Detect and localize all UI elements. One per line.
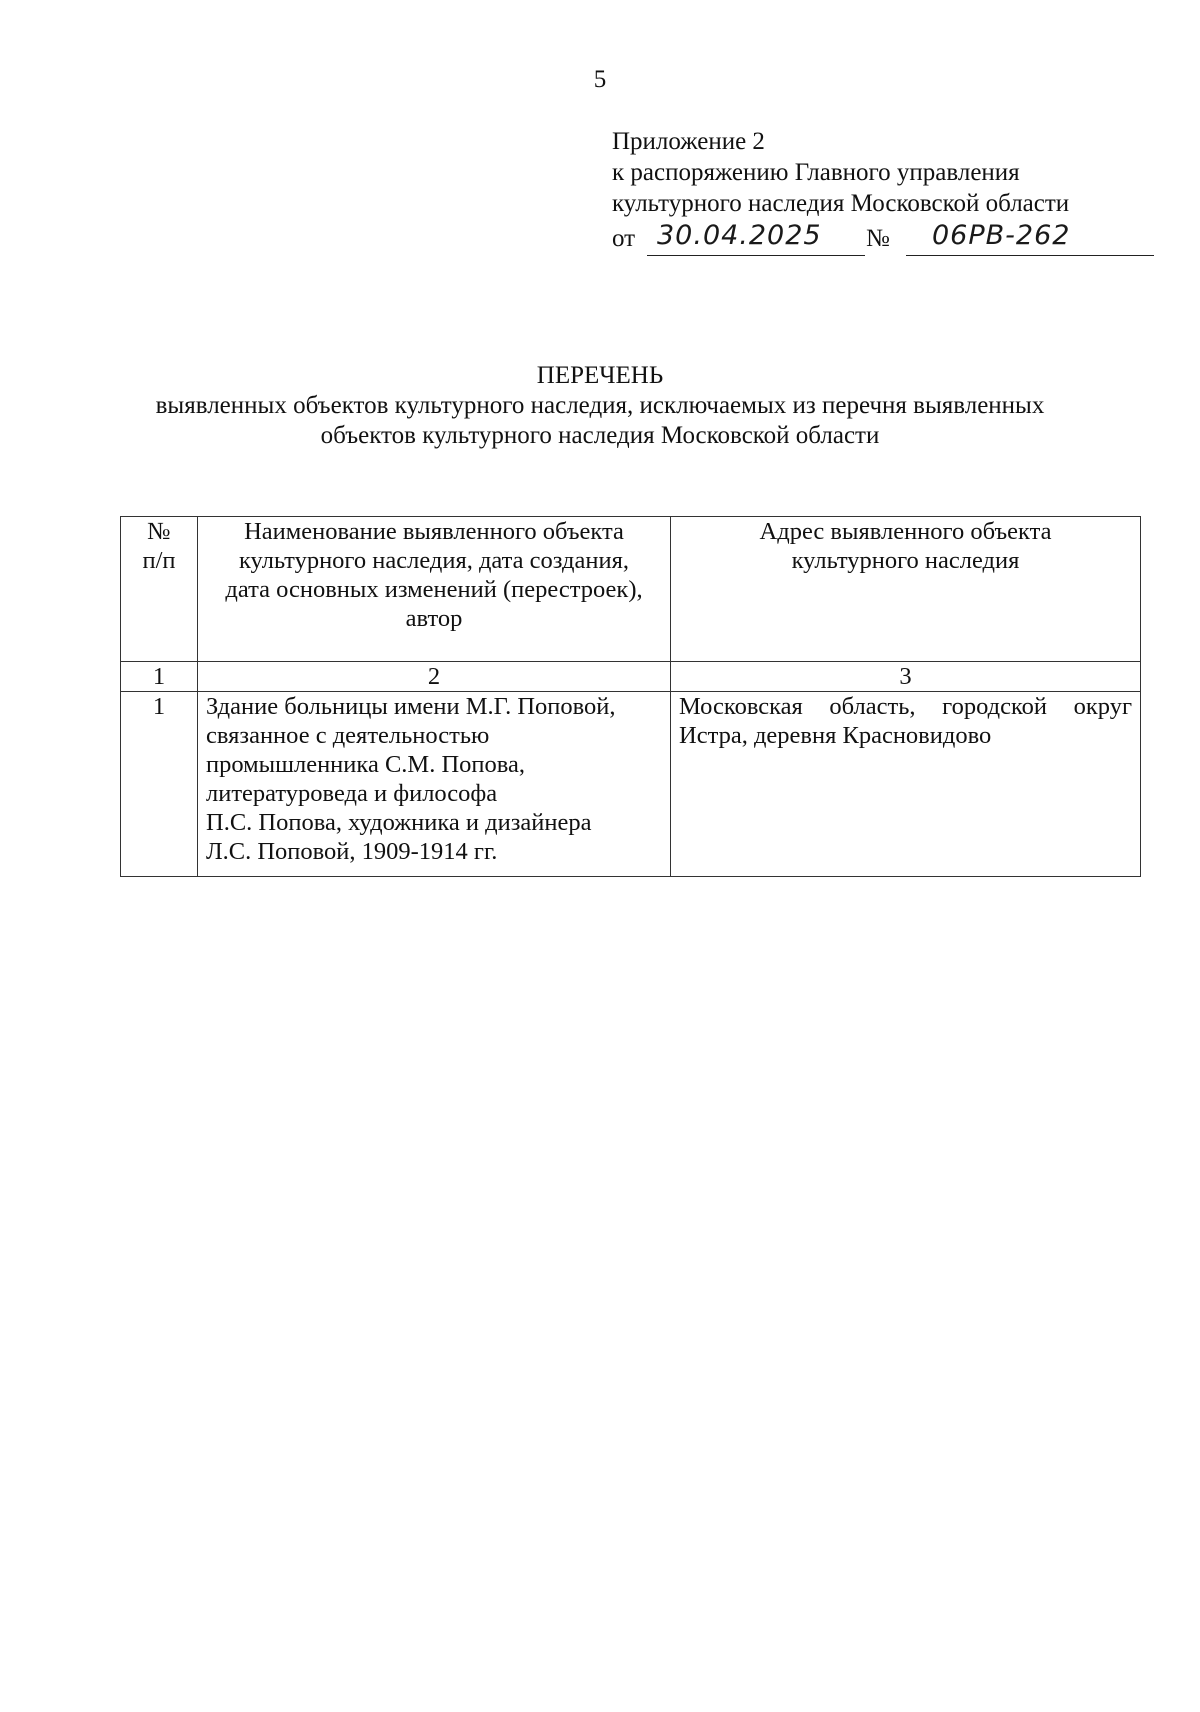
handwritten-date: 30.04.2025 (657, 220, 822, 251)
header-name-line: культурного наследия, дата создания, (238, 547, 629, 574)
header-name (198, 517, 671, 662)
header-address-line: культурного наследия (791, 547, 1020, 574)
object-address: Московская область, городской округ Истра, деревня Красновидово (671, 692, 1141, 877)
document-title: ПЕРЕЧЕНЬ (536, 362, 664, 389)
appendix-title: Приложение 2 (612, 128, 765, 155)
handwritten-number-field (906, 219, 1154, 256)
appendix-date-number-line (612, 219, 1069, 255)
row-number: 1 (121, 692, 198, 877)
header-name-line: Наименование выявленного объекта (244, 518, 624, 545)
table-row (121, 692, 1141, 877)
object-name (198, 692, 671, 877)
object-name-line: литературоведа и философа (206, 780, 498, 807)
column-index: 1 (121, 662, 198, 692)
header-number-abbrev: п/п (142, 547, 176, 574)
document-subtitle-line-2: объектов культурного наследия Московской области (320, 422, 880, 449)
column-index: 3 (671, 662, 1141, 692)
appendix-header (612, 126, 1069, 255)
date-prefix: от (612, 225, 636, 252)
object-name-line: связанное с деятельностью (206, 722, 490, 749)
document-subtitle-line-1: выявленных объектов культурного наследия, исключаемых из перечня выявленных (155, 392, 1045, 419)
object-name-line: П.С. Попова, художника и дизайнера (206, 809, 592, 836)
object-name-line: Л.С. Поповой, 1909-1914 гг. (206, 838, 498, 865)
appendix-authority: культурного наследия Московской области (612, 190, 1070, 217)
object-name-line: Здание больницы имени М.Г. Поповой, (206, 693, 616, 720)
document-heading (0, 361, 1200, 451)
appendix-reference: к распоряжению Главного управления (612, 159, 1020, 186)
table-header-row (121, 517, 1141, 662)
object-name-line: промышленника С.М. Попова, (206, 751, 525, 778)
header-number-symbol: № (147, 518, 171, 545)
header-name-line: автор (405, 605, 463, 632)
header-address-line: Адрес выявленного объекта (759, 518, 1052, 545)
header-name-line: дата основных изменений (перестроек), (225, 576, 643, 603)
handwritten-number: 06РВ-262 (932, 220, 1071, 251)
column-index-row (121, 662, 1141, 692)
column-index: 2 (198, 662, 671, 692)
number-label: № (866, 225, 890, 252)
objects-table (120, 516, 1141, 877)
handwritten-date-field (647, 219, 865, 256)
header-address (671, 517, 1141, 662)
page-number: 5 (593, 66, 607, 93)
header-number (121, 517, 198, 662)
